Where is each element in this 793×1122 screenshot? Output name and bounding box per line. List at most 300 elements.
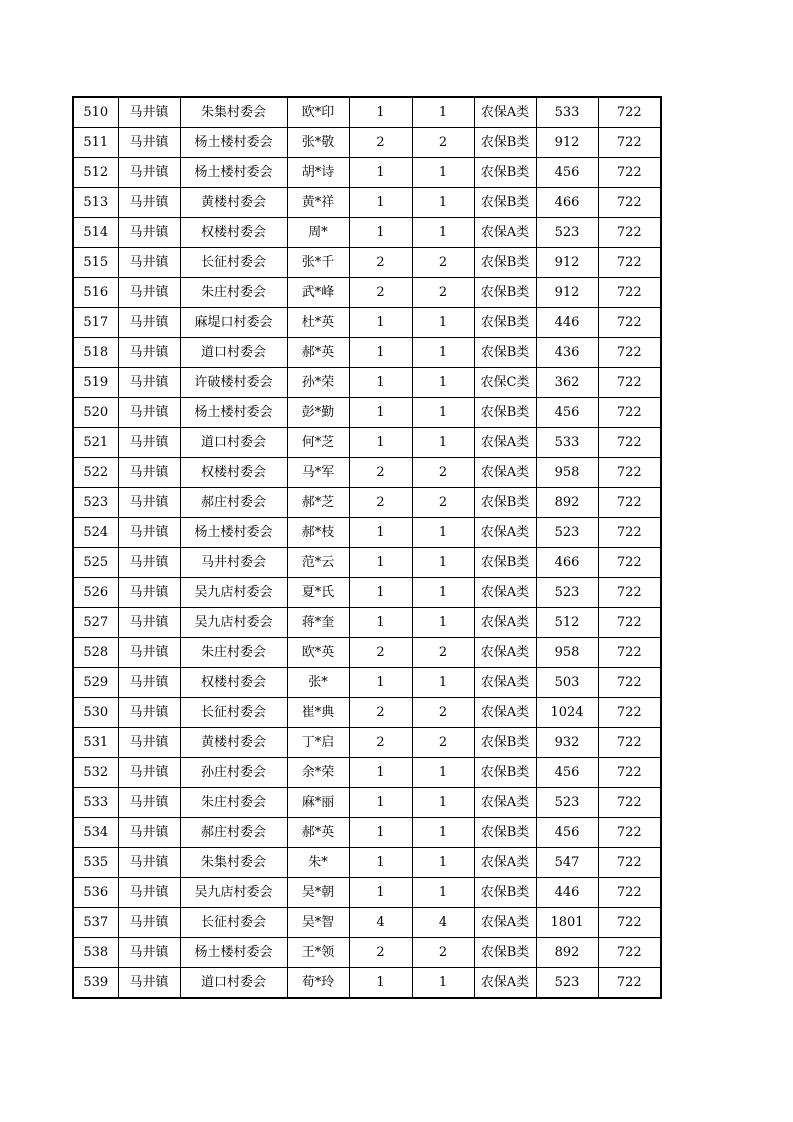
village-cell: 吴九店村委会 — [180, 608, 287, 638]
person-count-cell: 2 — [412, 458, 474, 488]
name-cell: 夏*氏 — [287, 578, 349, 608]
amount-cell: 523 — [536, 578, 598, 608]
standard-cell: 722 — [598, 338, 661, 368]
category-cell: 农保A类 — [474, 218, 536, 248]
name-cell: 吴*朝 — [287, 878, 349, 908]
standard-cell: 722 — [598, 788, 661, 818]
person-count-cell: 1 — [412, 968, 474, 999]
standard-cell: 722 — [598, 158, 661, 188]
amount-cell: 362 — [536, 368, 598, 398]
town-cell: 马井镇 — [118, 428, 180, 458]
standard-cell: 722 — [598, 188, 661, 218]
data-table — [72, 96, 662, 999]
category-cell: 农保C类 — [474, 368, 536, 398]
village-cell: 黄楼村委会 — [180, 188, 287, 218]
amount-cell: 533 — [536, 97, 598, 128]
name-cell: 杜*英 — [287, 308, 349, 338]
town-cell: 马井镇 — [118, 878, 180, 908]
name-cell: 郝*英 — [287, 818, 349, 848]
village-cell: 孙庄村委会 — [180, 758, 287, 788]
table-row — [73, 758, 661, 788]
village-cell: 权楼村委会 — [180, 218, 287, 248]
standard-cell: 722 — [598, 578, 661, 608]
village-cell: 麻堤口村委会 — [180, 308, 287, 338]
household-count-cell: 2 — [349, 458, 412, 488]
town-cell: 马井镇 — [118, 458, 180, 488]
row-number: 533 — [73, 788, 118, 818]
row-number: 521 — [73, 428, 118, 458]
village-cell: 马井村委会 — [180, 548, 287, 578]
household-count-cell: 1 — [349, 818, 412, 848]
household-count-cell: 1 — [349, 758, 412, 788]
household-count-cell: 1 — [349, 608, 412, 638]
table-row — [73, 248, 661, 278]
table-row — [73, 818, 661, 848]
row-number: 518 — [73, 338, 118, 368]
household-count-cell: 2 — [349, 938, 412, 968]
name-cell: 欧*印 — [287, 97, 349, 128]
row-number: 538 — [73, 938, 118, 968]
standard-cell: 722 — [598, 428, 661, 458]
standard-cell: 722 — [598, 128, 661, 158]
town-cell: 马井镇 — [118, 968, 180, 999]
person-count-cell: 1 — [412, 788, 474, 818]
name-cell: 蒋*奎 — [287, 608, 349, 638]
category-cell: 农保A类 — [474, 668, 536, 698]
name-cell: 丁*启 — [287, 728, 349, 758]
amount-cell: 523 — [536, 968, 598, 999]
person-count-cell: 2 — [412, 488, 474, 518]
town-cell: 马井镇 — [118, 368, 180, 398]
table-row — [73, 608, 661, 638]
standard-cell: 722 — [598, 398, 661, 428]
amount-cell: 456 — [536, 398, 598, 428]
person-count-cell: 1 — [412, 398, 474, 428]
table-row — [73, 218, 661, 248]
table-row — [73, 968, 661, 999]
standard-cell: 722 — [598, 488, 661, 518]
amount-cell: 523 — [536, 218, 598, 248]
standard-cell: 722 — [598, 248, 661, 278]
row-number: 536 — [73, 878, 118, 908]
category-cell: 农保B类 — [474, 758, 536, 788]
standard-cell: 722 — [598, 728, 661, 758]
name-cell: 吴*智 — [287, 908, 349, 938]
household-count-cell: 2 — [349, 728, 412, 758]
row-number: 510 — [73, 97, 118, 128]
name-cell: 张* — [287, 668, 349, 698]
household-count-cell: 2 — [349, 488, 412, 518]
row-number: 517 — [73, 308, 118, 338]
standard-cell: 722 — [598, 968, 661, 999]
row-number: 515 — [73, 248, 118, 278]
table-row — [73, 338, 661, 368]
town-cell: 马井镇 — [118, 158, 180, 188]
person-count-cell: 1 — [412, 97, 474, 128]
standard-cell: 722 — [598, 97, 661, 128]
person-count-cell: 1 — [412, 848, 474, 878]
amount-cell: 456 — [536, 818, 598, 848]
name-cell: 何*芝 — [287, 428, 349, 458]
amount-cell: 512 — [536, 608, 598, 638]
household-count-cell: 1 — [349, 97, 412, 128]
name-cell: 彭*勤 — [287, 398, 349, 428]
standard-cell: 722 — [598, 608, 661, 638]
village-cell: 杨土楼村委会 — [180, 158, 287, 188]
row-number: 519 — [73, 368, 118, 398]
standard-cell: 722 — [598, 938, 661, 968]
name-cell: 张*千 — [287, 248, 349, 278]
table-row — [73, 578, 661, 608]
row-number: 539 — [73, 968, 118, 999]
village-cell: 杨土楼村委会 — [180, 518, 287, 548]
name-cell: 胡*诗 — [287, 158, 349, 188]
person-count-cell: 2 — [412, 248, 474, 278]
row-number: 511 — [73, 128, 118, 158]
person-count-cell: 1 — [412, 338, 474, 368]
household-count-cell: 1 — [349, 788, 412, 818]
town-cell: 马井镇 — [118, 848, 180, 878]
table-row — [73, 668, 661, 698]
household-count-cell: 1 — [349, 398, 412, 428]
village-cell: 吴九店村委会 — [180, 878, 287, 908]
amount-cell: 958 — [536, 638, 598, 668]
person-count-cell: 1 — [412, 578, 474, 608]
table-row — [73, 458, 661, 488]
name-cell: 武*峰 — [287, 278, 349, 308]
person-count-cell: 1 — [412, 428, 474, 458]
category-cell: 农保B类 — [474, 188, 536, 218]
standard-cell: 722 — [598, 458, 661, 488]
town-cell: 马井镇 — [118, 548, 180, 578]
category-cell: 农保A类 — [474, 968, 536, 999]
amount-cell: 958 — [536, 458, 598, 488]
amount-cell: 523 — [536, 788, 598, 818]
category-cell: 农保B类 — [474, 308, 536, 338]
category-cell: 农保B类 — [474, 728, 536, 758]
household-count-cell: 1 — [349, 188, 412, 218]
name-cell: 崔*典 — [287, 698, 349, 728]
category-cell: 农保A类 — [474, 638, 536, 668]
person-count-cell: 1 — [412, 188, 474, 218]
name-cell: 郝*英 — [287, 338, 349, 368]
household-count-cell: 1 — [349, 578, 412, 608]
standard-cell: 722 — [598, 218, 661, 248]
village-cell: 权楼村委会 — [180, 458, 287, 488]
village-cell: 权楼村委会 — [180, 668, 287, 698]
amount-cell: 533 — [536, 428, 598, 458]
person-count-cell: 2 — [412, 128, 474, 158]
name-cell: 范*云 — [287, 548, 349, 578]
village-cell: 许破楼村委会 — [180, 368, 287, 398]
category-cell: 农保B类 — [474, 248, 536, 278]
row-number: 512 — [73, 158, 118, 188]
name-cell: 余*荣 — [287, 758, 349, 788]
amount-cell: 912 — [536, 128, 598, 158]
village-cell: 郝庄村委会 — [180, 488, 287, 518]
row-number: 525 — [73, 548, 118, 578]
standard-cell: 722 — [598, 278, 661, 308]
amount-cell: 547 — [536, 848, 598, 878]
village-cell: 朱庄村委会 — [180, 788, 287, 818]
amount-cell: 503 — [536, 668, 598, 698]
category-cell: 农保B类 — [474, 128, 536, 158]
table-row — [73, 128, 661, 158]
name-cell: 朱* — [287, 848, 349, 878]
household-count-cell: 2 — [349, 278, 412, 308]
category-cell: 农保A类 — [474, 848, 536, 878]
amount-cell: 1024 — [536, 698, 598, 728]
town-cell: 马井镇 — [118, 248, 180, 278]
category-cell: 农保A类 — [474, 608, 536, 638]
category-cell: 农保B类 — [474, 338, 536, 368]
row-number: 529 — [73, 668, 118, 698]
person-count-cell: 2 — [412, 698, 474, 728]
name-cell: 马*军 — [287, 458, 349, 488]
amount-cell: 466 — [536, 188, 598, 218]
table-row — [73, 398, 661, 428]
town-cell: 马井镇 — [118, 908, 180, 938]
name-cell: 周* — [287, 218, 349, 248]
person-count-cell: 2 — [412, 728, 474, 758]
town-cell: 马井镇 — [118, 608, 180, 638]
category-cell: 农保A类 — [474, 518, 536, 548]
village-cell: 长征村委会 — [180, 908, 287, 938]
town-cell: 马井镇 — [118, 938, 180, 968]
village-cell: 朱庄村委会 — [180, 638, 287, 668]
person-count-cell: 1 — [412, 548, 474, 578]
person-count-cell: 2 — [412, 278, 474, 308]
table-row — [73, 878, 661, 908]
household-count-cell: 2 — [349, 128, 412, 158]
town-cell: 马井镇 — [118, 818, 180, 848]
amount-cell: 912 — [536, 248, 598, 278]
standard-cell: 722 — [598, 758, 661, 788]
standard-cell: 722 — [598, 698, 661, 728]
standard-cell: 722 — [598, 638, 661, 668]
village-cell: 黄楼村委会 — [180, 728, 287, 758]
standard-cell: 722 — [598, 368, 661, 398]
amount-cell: 436 — [536, 338, 598, 368]
table-row — [73, 548, 661, 578]
amount-cell: 932 — [536, 728, 598, 758]
town-cell: 马井镇 — [118, 788, 180, 818]
table-row — [73, 97, 661, 128]
category-cell: 农保B类 — [474, 548, 536, 578]
village-cell: 杨土楼村委会 — [180, 128, 287, 158]
amount-cell: 456 — [536, 758, 598, 788]
row-number: 531 — [73, 728, 118, 758]
name-cell: 王*领 — [287, 938, 349, 968]
table-row — [73, 518, 661, 548]
village-cell: 道口村委会 — [180, 338, 287, 368]
village-cell: 吴九店村委会 — [180, 578, 287, 608]
name-cell: 郝*芝 — [287, 488, 349, 518]
category-cell: 农保B类 — [474, 878, 536, 908]
person-count-cell: 1 — [412, 668, 474, 698]
row-number: 516 — [73, 278, 118, 308]
standard-cell: 722 — [598, 548, 661, 578]
amount-cell: 523 — [536, 518, 598, 548]
household-count-cell: 1 — [349, 218, 412, 248]
household-count-cell: 1 — [349, 338, 412, 368]
row-number: 523 — [73, 488, 118, 518]
row-number: 532 — [73, 758, 118, 788]
name-cell: 张*敬 — [287, 128, 349, 158]
town-cell: 马井镇 — [118, 668, 180, 698]
person-count-cell: 1 — [412, 878, 474, 908]
name-cell: 孙*荣 — [287, 368, 349, 398]
category-cell: 农保A类 — [474, 97, 536, 128]
town-cell: 马井镇 — [118, 578, 180, 608]
town-cell: 马井镇 — [118, 518, 180, 548]
household-count-cell: 1 — [349, 308, 412, 338]
category-cell: 农保A类 — [474, 788, 536, 818]
category-cell: 农保A类 — [474, 428, 536, 458]
table-row — [73, 188, 661, 218]
name-cell: 郝*枝 — [287, 518, 349, 548]
table-row — [73, 308, 661, 338]
category-cell: 农保B类 — [474, 818, 536, 848]
town-cell: 马井镇 — [118, 638, 180, 668]
standard-cell: 722 — [598, 308, 661, 338]
village-cell: 道口村委会 — [180, 968, 287, 999]
category-cell: 农保B类 — [474, 938, 536, 968]
household-count-cell: 1 — [349, 518, 412, 548]
amount-cell: 912 — [536, 278, 598, 308]
standard-cell: 722 — [598, 878, 661, 908]
amount-cell: 1801 — [536, 908, 598, 938]
person-count-cell: 1 — [412, 308, 474, 338]
name-cell: 黄*祥 — [287, 188, 349, 218]
household-count-cell: 1 — [349, 848, 412, 878]
village-cell: 杨土楼村委会 — [180, 938, 287, 968]
table-row — [73, 158, 661, 188]
table-row — [73, 908, 661, 938]
person-count-cell: 4 — [412, 908, 474, 938]
table-row — [73, 788, 661, 818]
row-number: 526 — [73, 578, 118, 608]
town-cell: 马井镇 — [118, 398, 180, 428]
name-cell: 欧*英 — [287, 638, 349, 668]
category-cell: 农保A类 — [474, 578, 536, 608]
amount-cell: 892 — [536, 488, 598, 518]
person-count-cell: 2 — [412, 938, 474, 968]
category-cell: 农保B类 — [474, 488, 536, 518]
row-number: 535 — [73, 848, 118, 878]
table-row — [73, 278, 661, 308]
amount-cell: 456 — [536, 158, 598, 188]
village-cell: 朱庄村委会 — [180, 278, 287, 308]
standard-cell: 722 — [598, 818, 661, 848]
village-cell: 朱集村委会 — [180, 97, 287, 128]
table-row — [73, 728, 661, 758]
standard-cell: 722 — [598, 908, 661, 938]
village-cell: 杨土楼村委会 — [180, 398, 287, 428]
row-number: 513 — [73, 188, 118, 218]
town-cell: 马井镇 — [118, 308, 180, 338]
household-count-cell: 2 — [349, 248, 412, 278]
row-number: 530 — [73, 698, 118, 728]
village-cell: 长征村委会 — [180, 698, 287, 728]
household-count-cell: 1 — [349, 368, 412, 398]
name-cell: 麻*丽 — [287, 788, 349, 818]
town-cell: 马井镇 — [118, 728, 180, 758]
amount-cell: 446 — [536, 878, 598, 908]
category-cell: 农保B类 — [474, 278, 536, 308]
table-row — [73, 368, 661, 398]
town-cell: 马井镇 — [118, 488, 180, 518]
row-number: 514 — [73, 218, 118, 248]
household-count-cell: 1 — [349, 878, 412, 908]
household-count-cell: 1 — [349, 548, 412, 578]
row-number: 534 — [73, 818, 118, 848]
town-cell: 马井镇 — [118, 338, 180, 368]
town-cell: 马井镇 — [118, 758, 180, 788]
person-count-cell: 1 — [412, 368, 474, 398]
person-count-cell: 1 — [412, 818, 474, 848]
standard-cell: 722 — [598, 848, 661, 878]
village-cell: 郝庄村委会 — [180, 818, 287, 848]
person-count-cell: 1 — [412, 218, 474, 248]
row-number: 520 — [73, 398, 118, 428]
category-cell: 农保B类 — [474, 398, 536, 428]
town-cell: 马井镇 — [118, 218, 180, 248]
person-count-cell: 1 — [412, 518, 474, 548]
amount-cell: 892 — [536, 938, 598, 968]
standard-cell: 722 — [598, 518, 661, 548]
town-cell: 马井镇 — [118, 278, 180, 308]
table-row — [73, 638, 661, 668]
village-cell: 道口村委会 — [180, 428, 287, 458]
person-count-cell: 2 — [412, 638, 474, 668]
person-count-cell: 1 — [412, 758, 474, 788]
name-cell: 荀*玲 — [287, 968, 349, 999]
town-cell: 马井镇 — [118, 188, 180, 218]
row-number: 527 — [73, 608, 118, 638]
row-number: 537 — [73, 908, 118, 938]
amount-cell: 446 — [536, 308, 598, 338]
category-cell: 农保A类 — [474, 458, 536, 488]
category-cell: 农保A类 — [474, 698, 536, 728]
table-body — [73, 97, 661, 998]
town-cell: 马井镇 — [118, 698, 180, 728]
table-row — [73, 938, 661, 968]
town-cell: 马井镇 — [118, 97, 180, 128]
row-number: 522 — [73, 458, 118, 488]
table-row — [73, 848, 661, 878]
person-count-cell: 1 — [412, 608, 474, 638]
village-cell: 长征村委会 — [180, 248, 287, 278]
household-count-cell: 2 — [349, 638, 412, 668]
standard-cell: 722 — [598, 668, 661, 698]
household-count-cell: 1 — [349, 968, 412, 999]
household-count-cell: 1 — [349, 668, 412, 698]
table-row — [73, 428, 661, 458]
category-cell: 农保A类 — [474, 908, 536, 938]
amount-cell: 466 — [536, 548, 598, 578]
table-row — [73, 698, 661, 728]
row-number: 528 — [73, 638, 118, 668]
household-count-cell: 1 — [349, 428, 412, 458]
household-count-cell: 1 — [349, 158, 412, 188]
household-count-cell: 2 — [349, 698, 412, 728]
village-cell: 朱集村委会 — [180, 848, 287, 878]
town-cell: 马井镇 — [118, 128, 180, 158]
person-count-cell: 1 — [412, 158, 474, 188]
row-number: 524 — [73, 518, 118, 548]
category-cell: 农保B类 — [474, 158, 536, 188]
